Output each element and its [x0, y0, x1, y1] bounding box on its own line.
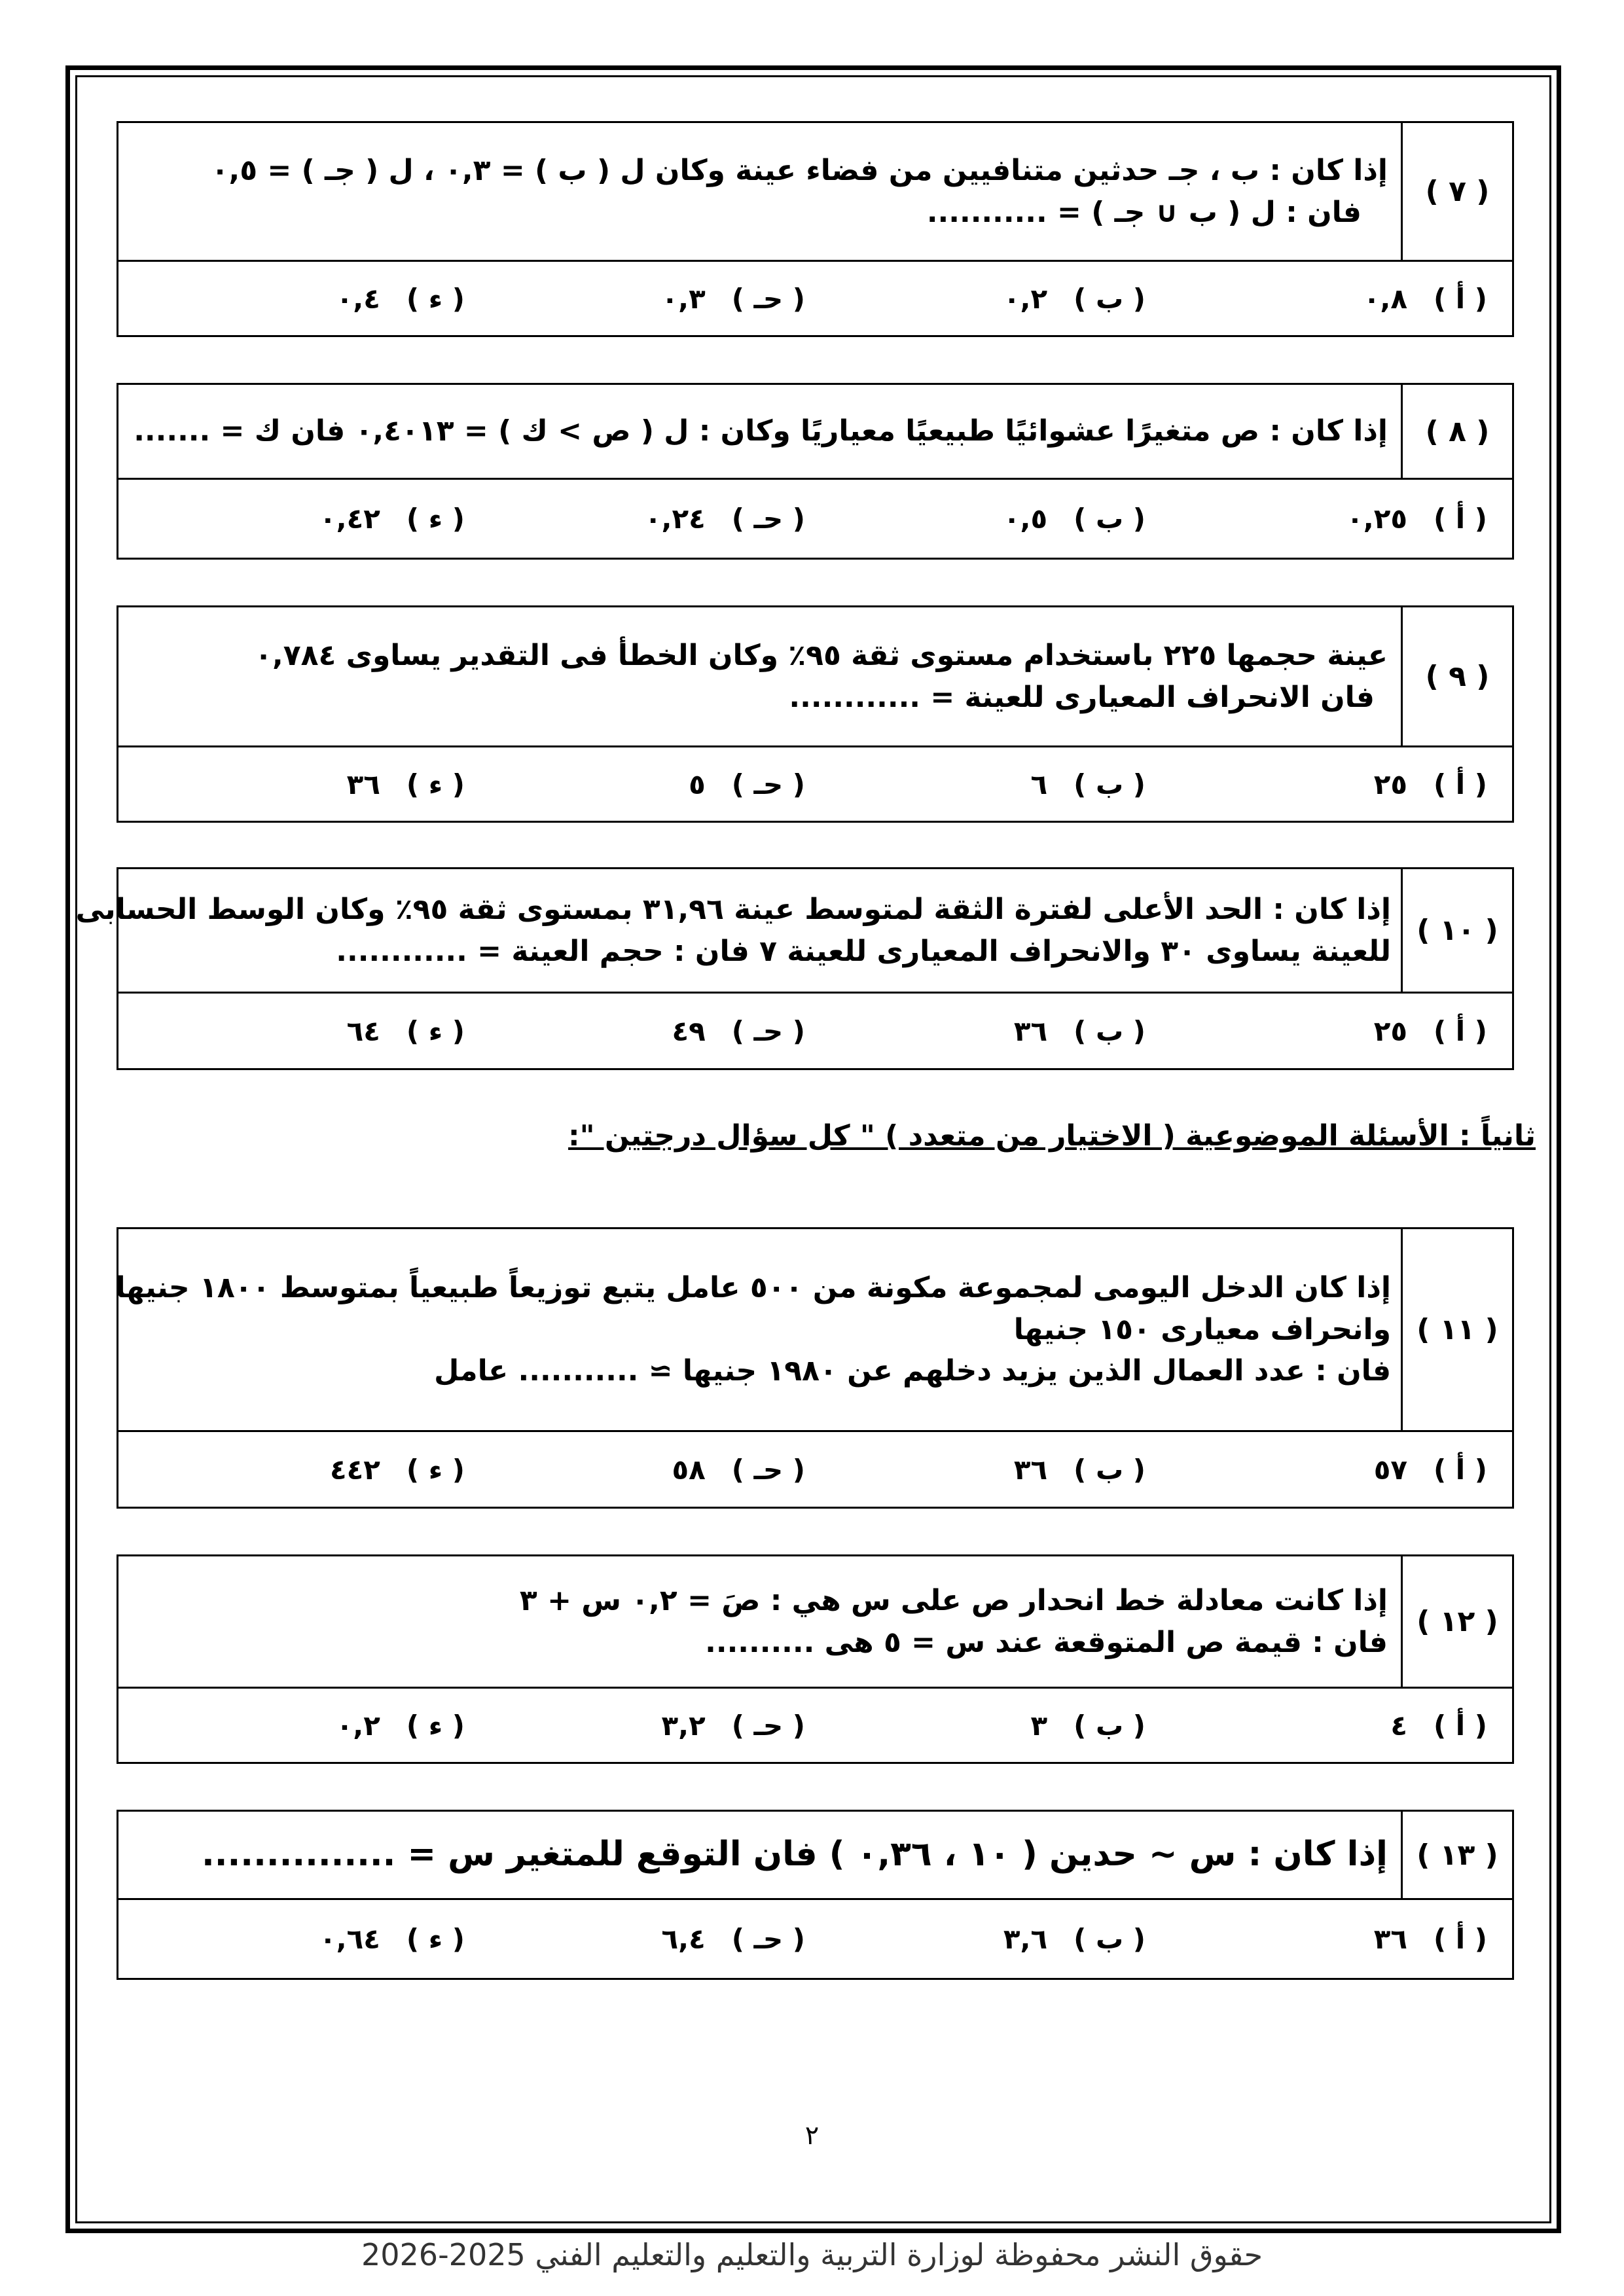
option-d[interactable]: ( ء ) ٠,٦٤	[319, 1923, 465, 1955]
option-c[interactable]: ( حـ ) ٠,٣	[661, 282, 805, 315]
question-line: إذا كان الدخل اليومى لمجموعة مكونة من ٥٠٠ عامل يتبع توزيعاً طبيعياً بمتوسط ١٨٠٠ جنيها	[115, 1270, 1391, 1304]
option-a[interactable]: ( أ ) ٢٥	[1373, 1014, 1487, 1047]
question-line: فان الانحراف المعيارى للعينة = ............	[789, 680, 1375, 714]
question-number: ( ١٣ )	[1401, 1812, 1512, 1898]
question-number: ( ٧ )	[1401, 123, 1512, 260]
option-a[interactable]: ( أ ) ٥٧	[1373, 1453, 1487, 1486]
option-c[interactable]: ( حـ ) ٠,٢٤	[644, 503, 805, 535]
option-d[interactable]: ( ء ) ٦٤	[346, 1014, 465, 1047]
question-7	[117, 121, 1514, 337]
question-line: إذا كانت معادلة خط انحدار ص على س هي : صَ = ٠,٢ س + ٣	[519, 1583, 1388, 1617]
question-number: ( ٩ )	[1401, 607, 1512, 745]
option-c[interactable]: ( حـ ) ٥	[689, 768, 805, 800]
question-13	[117, 1810, 1514, 1980]
question-line: إذا كان : الحد الأعلى لفترة الثقة لمتوسط عينة ٣١,٩٦ بمستوى ثقة ٩٥٪ وكان الوسط الحسابى	[75, 892, 1391, 926]
option-b[interactable]: ( ب ) ٣	[1030, 1709, 1146, 1742]
option-b[interactable]: ( ب ) ٣٦	[1013, 1453, 1146, 1486]
option-d[interactable]: ( ء ) ٣٦	[346, 768, 465, 800]
option-d[interactable]: ( ء ) ٠,٤	[336, 282, 465, 315]
option-a[interactable]: ( أ ) ٠,٢٥	[1346, 503, 1487, 535]
option-b[interactable]: ( ب ) ٠,٢	[1003, 282, 1146, 315]
question-line: وانحراف معيارى ١٥٠ جنيها	[1013, 1312, 1391, 1346]
question-number: ( ٨ )	[1401, 385, 1512, 478]
question-9	[117, 605, 1514, 823]
question-line: إذا كان : ب ، جـ حدثين متنافيين من فضاء عينة وكان ل ( ب ) = ٠,٣ ، ل ( جـ ) = ٠,٥	[211, 153, 1388, 187]
question-line: إذا كان : ص متغيرًا عشوائيًا طبيعيًا معياريًا وكان : ل ( ص > ك ) = ٠,٤٠١٣ فان ك = .......	[134, 414, 1388, 448]
question-text	[145, 1812, 1388, 1898]
question-text	[75, 869, 1391, 992]
option-d[interactable]: ( ء ) ٤٤٢	[329, 1453, 465, 1486]
question-line: عينة حجمها ٢٢٥ باستخدام مستوى ثقة ٩٥٪ وكان الخطأ فى التقدير يساوى ٠,٧٨٤	[255, 638, 1388, 672]
question-line: للعينة يساوى ٣٠ والانحراف المعيارى للعينة ٧ فان : حجم العينة = ............	[336, 934, 1391, 968]
question-line: إذا كان : س ~ حدين ( ١٠ ، ٠,٣٦ ) فان التوقع للمتغير س = ...............	[202, 1835, 1388, 1874]
option-b[interactable]: ( ب ) ٣,٦	[1003, 1923, 1146, 1955]
option-a[interactable]: ( أ ) ٢٥	[1373, 768, 1487, 800]
question-line: فان : ل ( ب ∪ جـ ) = ...........	[926, 195, 1362, 229]
question-line: فان : قيمة ص المتوقعة عند س = ٥ هى ..........	[705, 1625, 1388, 1659]
question-11	[117, 1227, 1514, 1509]
question-text	[115, 1229, 1391, 1430]
question-8	[117, 383, 1514, 560]
option-b[interactable]: ( ب ) ٠,٥	[1003, 503, 1146, 535]
question-12	[117, 1554, 1514, 1764]
question-text	[134, 385, 1388, 478]
question-text	[145, 607, 1388, 745]
option-c[interactable]: ( حـ ) ٣,٢	[661, 1709, 805, 1742]
question-text	[145, 1556, 1388, 1687]
copyright-footer: حقوق النشر محفوظة لوزارة التربية والتعليم والتعليم الفني 2025-2026	[361, 2237, 1263, 2272]
option-a[interactable]: ( أ ) ٣٦	[1373, 1923, 1487, 1955]
option-d[interactable]: ( ء ) ٠,٢	[336, 1709, 465, 1742]
option-b[interactable]: ( ب ) ٦	[1030, 768, 1146, 800]
option-a[interactable]: ( أ ) ٤	[1390, 1709, 1487, 1742]
option-d[interactable]: ( ء ) ٠,٤٢	[319, 503, 465, 535]
option-c[interactable]: ( حـ ) ٦,٤	[661, 1923, 805, 1955]
option-a[interactable]: ( أ ) ٠,٨	[1363, 282, 1487, 315]
option-b[interactable]: ( ب ) ٣٦	[1013, 1014, 1146, 1047]
option-c[interactable]: ( حـ ) ٥٨	[672, 1453, 805, 1486]
question-number: ( ١٢ )	[1401, 1556, 1512, 1687]
question-number: ( ١٠ )	[1401, 869, 1512, 992]
question-10	[75, 867, 1514, 1070]
section-heading: ثانياً : الأسئلة الموضوعية ( الاختيار من متعدد ) " كل سؤال درجتين ":	[568, 1119, 1536, 1153]
question-line: فان : عدد العمال الذين يزيد دخلهم عن ١٩٨٠ جنيها ≃ ........... عامل	[434, 1354, 1391, 1388]
question-number: ( ١١ )	[1401, 1229, 1512, 1430]
option-c[interactable]: ( حـ ) ٤٩	[672, 1014, 805, 1047]
question-text	[145, 123, 1388, 260]
page-number: ٢	[804, 2121, 820, 2151]
